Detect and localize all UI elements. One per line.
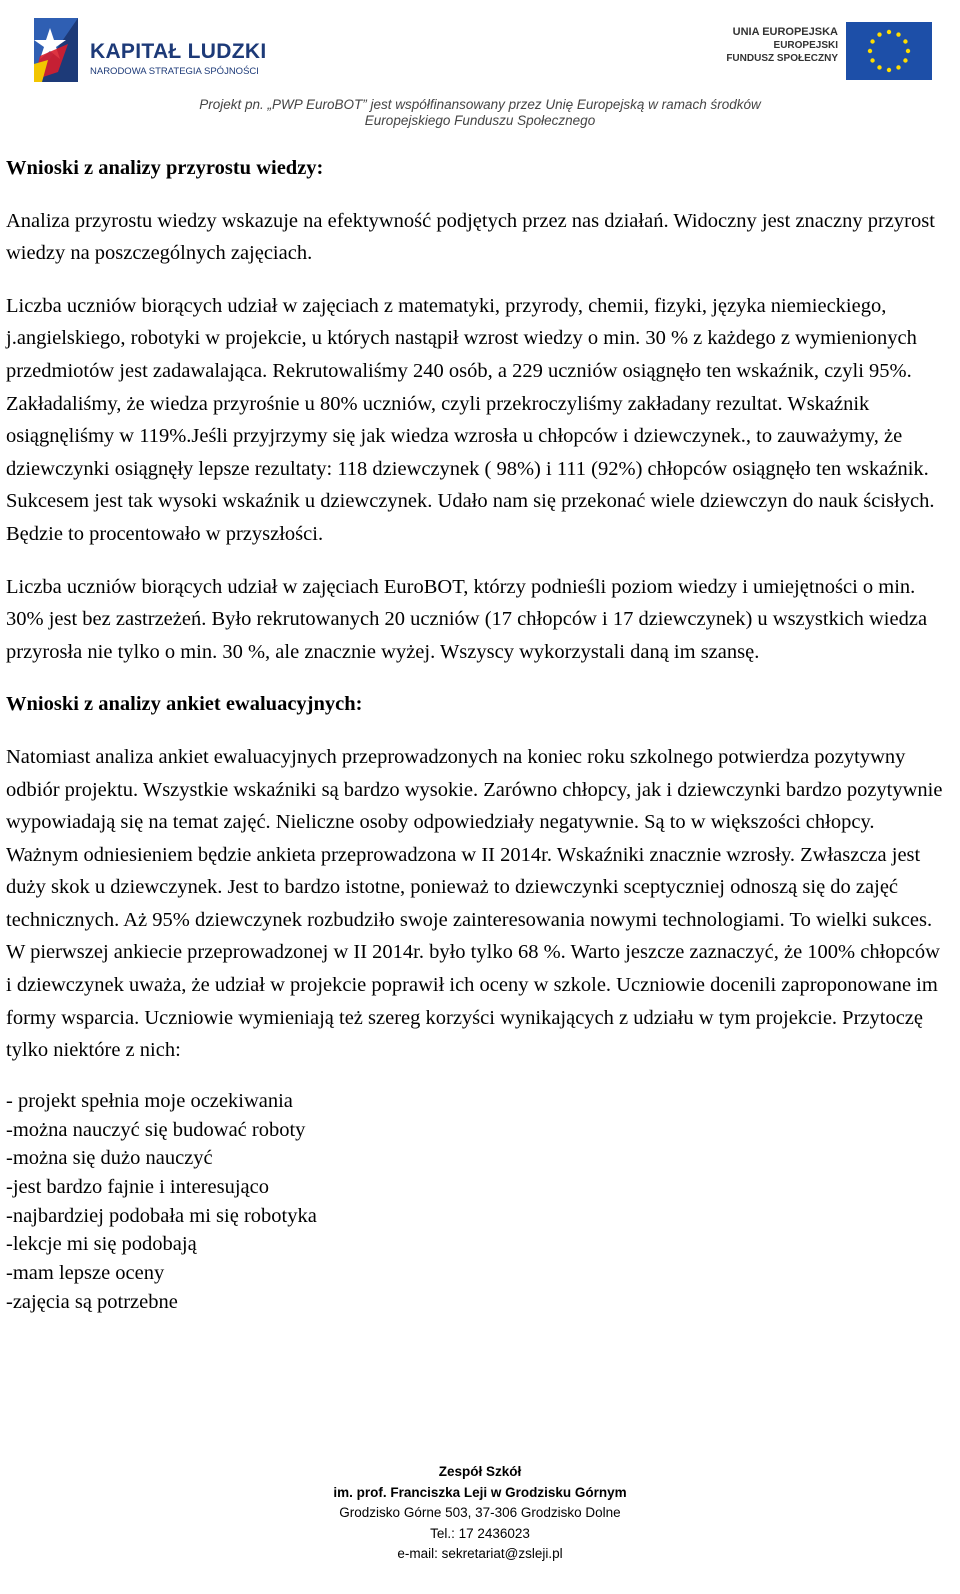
eu-star-icon — [887, 68, 891, 72]
paragraph-knowledge-results: Liczba uczniów biorących udział w zajęciach z matematyki, przyrody, chemii, fizyki, języka niemieckiego, j.angielskiego, robotyki w projekcie, u których nastąpił wzrost wiedzy o min. 30 % z każdego z wymienionych przedmiotów jest zadawalająca. Rekrutowaliśmy 240 osób, a 229 uczniów osiągnęło ten wskaźnik, czyli 95%. Zakładaliśmy, że wiedza przyrośnie u 80% uczniów, czyli przekroczyliśmy zakładany rezultat. Wskaźnik osiągnęliśmy w 119%.Jeśli przyjrzymy się jak wiedza wzrosła u chłopców i dziewczynek., to zauważymy, że dziewczynki osiągnęły lepsze rezultaty: 118 dziewczynek ( 98%) i 111 (92%) chłopców osiągnęło ten wskaźnik. Sukcesem jest tak wysoki wskaźnik u dziewczynek. Udało nam się przekonać wiele dziewczyn do nauk ścisłych. Będzie to procentowało w przyszłości. — [6, 294, 935, 545]
spacer — [6, 668, 946, 688]
section-heading-evaluation-surveys: Wnioski z analizy ankiet ewaluacyjnych: — [6, 693, 363, 716]
section-heading-knowledge-growth: Wnioski z analizy przyrostu wiedzy: — [6, 157, 324, 179]
page-footer — [0, 1462, 960, 1565]
spacer — [6, 270, 946, 290]
footer-school-name: Zespół Szkół — [438, 1464, 522, 1479]
list-item: -jest bardzo fajnie i interesująco — [6, 1175, 269, 1198]
list-item: -zajęcia są potrzebne — [6, 1290, 178, 1313]
eu-star-icon — [896, 65, 900, 69]
eu-star-icon — [877, 65, 881, 69]
eu-star-icon — [870, 39, 874, 43]
kapital-ludzki-emblem-icon — [28, 14, 84, 86]
paragraph-survey-results: Natomiast analiza ankiet ewaluacyjnych przeprowadzonych na koniec roku szkolnego potwierdza pozytywny odbiór projektu. Wszystkie wskaźniki są bardzo wysokie. Zarówno chłopcy, jak i dziewczynki bardzo pozytywnie wypowiadają się na temat zajęć. Nieliczne osoby odpowiedziały negatywnie. Są to w większości chłopcy. Ważnym odniesieniem będzie ankieta przeprowadzona w II 2014r. Wskaźniki znacznie wzrosły. Zwłaszcza jest duży skok u dziewczynek. Jest to bardzo istotne, ponieważ to dziewczynki sceptyczniej odnoszą się do zajęć technicznych. Aż 95% dziewczynek rozbudziło swoje zainteresowania nowymi technologiami. To wielki sukces. W pierwszej ankiecie przeprowadzonej w II 2014r. było tylko 68 %. Warto jeszcze zaznaczyć, że 100% chłopców i dziewczynek uważa, że udział w projekcie poprawił ich oceny w szkole. Uczniowie docenili zaproponowane im formy wsparcia. Uczniowie wymieniają też szereg korzyści wynikających z udziału w tym projekcie. Przytoczę tylko niektóre z nich: — [6, 745, 943, 1062]
list-item: -mam lepsze oceny — [6, 1262, 165, 1285]
eu-line-1: UNIA EUROPEJSKA — [732, 26, 838, 38]
footer-school-patron: im. prof. Franciszka Leji w Grodzisku Górnym — [333, 1484, 627, 1500]
footer-email: e-mail: sekretariat@zsleji.pl — [397, 1546, 563, 1561]
kapital-ludzki-subtitle: NARODOWA STRATEGIA SPÓJNOŚCI — [90, 66, 259, 77]
eu-star-icon — [903, 39, 907, 43]
spacer — [6, 185, 946, 205]
footer-phone: Tel.: 17 2436023 — [430, 1525, 530, 1541]
eu-star-icon — [870, 58, 874, 62]
spacer — [6, 551, 946, 571]
kapital-ludzki-logo — [28, 14, 268, 86]
page-header — [0, 0, 960, 140]
paragraph-eurobot-results: Liczba uczniów biorących udział w zajęciach EuroBOT, którzy podnieśli poziom wiedzy i umiejętności o min. 30% jest bez zastrzeżeń. Było rekrutowanych 20 uczniów (17 chłopców i 17 dziewczynek) u wszystkich wiedza przyrosła nie tylko o min. 30 %, ale znacznie wyżej. Wszyscy wykorzystali daną im szansę. — [6, 575, 928, 663]
eu-star-icon — [906, 49, 910, 53]
list-item: -można nauczyć się budować roboty — [6, 1118, 306, 1141]
eu-text-block — [726, 26, 838, 65]
eu-star-icon — [896, 32, 900, 36]
eu-star-icon — [877, 32, 881, 36]
eu-line-2: EUROPEJSKI — [773, 40, 838, 51]
kapital-ludzki-title: KAPITAŁ LUDZKI — [90, 40, 267, 63]
eu-star-icon — [903, 58, 907, 62]
eu-flag-icon — [846, 22, 932, 80]
spacer — [6, 721, 946, 741]
project-funding-note-line-2: Europejskiego Funduszu Społecznego — [364, 113, 596, 128]
list-item: -najbardziej podobała mi się robotyka — [6, 1204, 317, 1227]
document-body — [6, 152, 946, 1316]
paragraph-knowledge-intro: Analiza przyrostu wiedzy wskazuje na efektywność podjętych przez nas działań. Widoczny jest znaczny przyrost wiedzy na poszczególnych zajęciach. — [6, 209, 935, 265]
eu-star-icon — [868, 49, 872, 53]
benefits-list — [6, 1087, 946, 1317]
list-item: -można się dużo nauczyć — [6, 1147, 213, 1170]
list-item: -lekcje mi się podobają — [6, 1233, 197, 1256]
project-funding-note-line-1: Projekt pn. „PWP EuroBOT” jest współfinansowany przez Unię Europejską w ramach środków — [199, 97, 761, 112]
footer-address: Grodzisko Górne 503, 37-306 Grodzisko Dolne — [339, 1505, 621, 1520]
spacer — [6, 1067, 946, 1087]
eu-star-icon — [887, 30, 891, 34]
list-item: - projekt spełnia moje oczekiwania — [6, 1089, 293, 1112]
eu-line-3: FUNDUSZ SPOŁECZNY — [726, 53, 838, 64]
eu-logo — [726, 22, 932, 82]
